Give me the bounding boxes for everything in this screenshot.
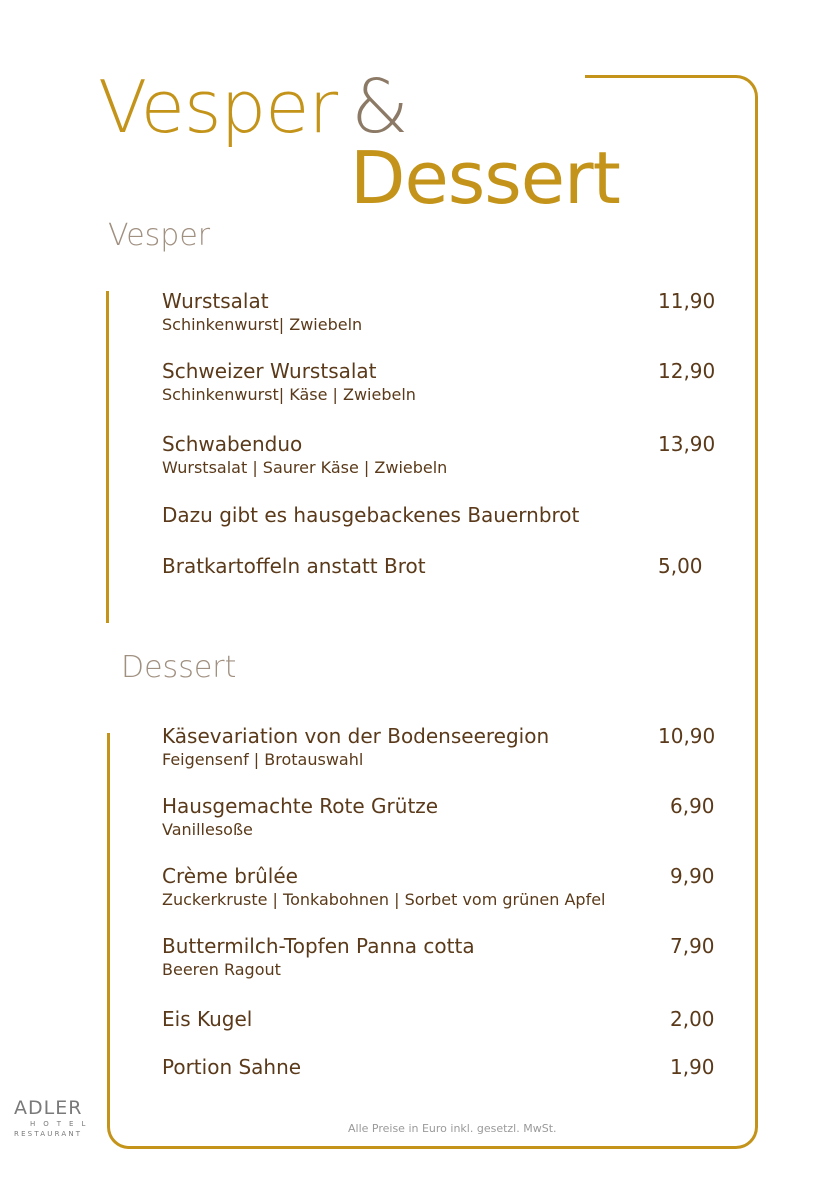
item-name: Portion Sahne (162, 1055, 302, 1079)
item-description: Wurstsalat | Saurer Käse | Zwiebeln (162, 458, 448, 477)
vesper-accent-bar (106, 291, 109, 623)
menu-item (162, 553, 714, 579)
item-price: 12,90 (658, 359, 716, 383)
item-price: 6,90 (670, 794, 715, 818)
menu-item (162, 358, 714, 406)
item-description: Vanillesoße (162, 820, 253, 839)
menu-note (162, 502, 714, 528)
item-description: Schinkenwurst| Zwiebeln (162, 315, 363, 334)
item-name: Eis Kugel (162, 1007, 253, 1031)
item-name: Crème brûlée (162, 864, 298, 888)
item-price: 2,00 (670, 1007, 715, 1031)
title-vesper: Vesper (98, 65, 338, 149)
item-description: Zuckerkruste | Tonkabohnen | Sorbet vom grünen Apfel (162, 890, 606, 909)
item-name: Käsevariation von der Bodenseeregion (162, 724, 550, 748)
menu-item (162, 863, 714, 911)
item-name: Wurstsalat (162, 289, 269, 313)
item-price: 5,00 (658, 554, 703, 578)
item-name: Schweizer Wurstsalat (162, 359, 377, 383)
item-name: Buttermilch-Topfen Panna cotta (162, 934, 475, 958)
item-price: 9,90 (670, 864, 715, 888)
section-title-dessert: Dessert (121, 650, 237, 685)
menu-item (162, 431, 714, 479)
item-name: Bratkartoffeln anstatt Brot (162, 554, 426, 578)
price-footnote: Alle Preise in Euro inkl. gesetzl. MwSt. (348, 1122, 557, 1135)
decorative-frame (585, 75, 758, 1149)
title-ampersand: & (351, 64, 408, 150)
logo-restaurant: RESTAURANT (14, 1130, 83, 1138)
logo-wordmark: ADLER (14, 1097, 83, 1119)
item-price: 11,90 (658, 289, 716, 313)
section-title-vesper: Vesper (108, 218, 211, 253)
menu-item (162, 723, 714, 771)
item-price: 10,90 (658, 724, 716, 748)
item-description: Schinkenwurst| Käse | Zwiebeln (162, 385, 416, 404)
item-name: Schwabenduo (162, 432, 303, 456)
menu-item (162, 793, 714, 841)
menu-item (162, 1054, 714, 1080)
item-price: 13,90 (658, 432, 716, 456)
menu-item (162, 1006, 714, 1032)
item-name: Hausgemachte Rote Grütze (162, 794, 439, 818)
item-description: Feigensenf | Brotauswahl (162, 750, 364, 769)
item-price: 7,90 (670, 934, 715, 958)
menu-item (162, 933, 714, 981)
item-description: Beeren Ragout (162, 960, 281, 979)
item-name: Dazu gibt es hausgebackenes Bauernbrot (162, 503, 580, 527)
menu-item (162, 288, 714, 336)
item-price: 1,90 (670, 1055, 715, 1079)
page-title-line2: Dessert (350, 136, 620, 220)
logo-hotel: HOTEL (30, 1120, 94, 1128)
hotel-logo (14, 1097, 94, 1139)
